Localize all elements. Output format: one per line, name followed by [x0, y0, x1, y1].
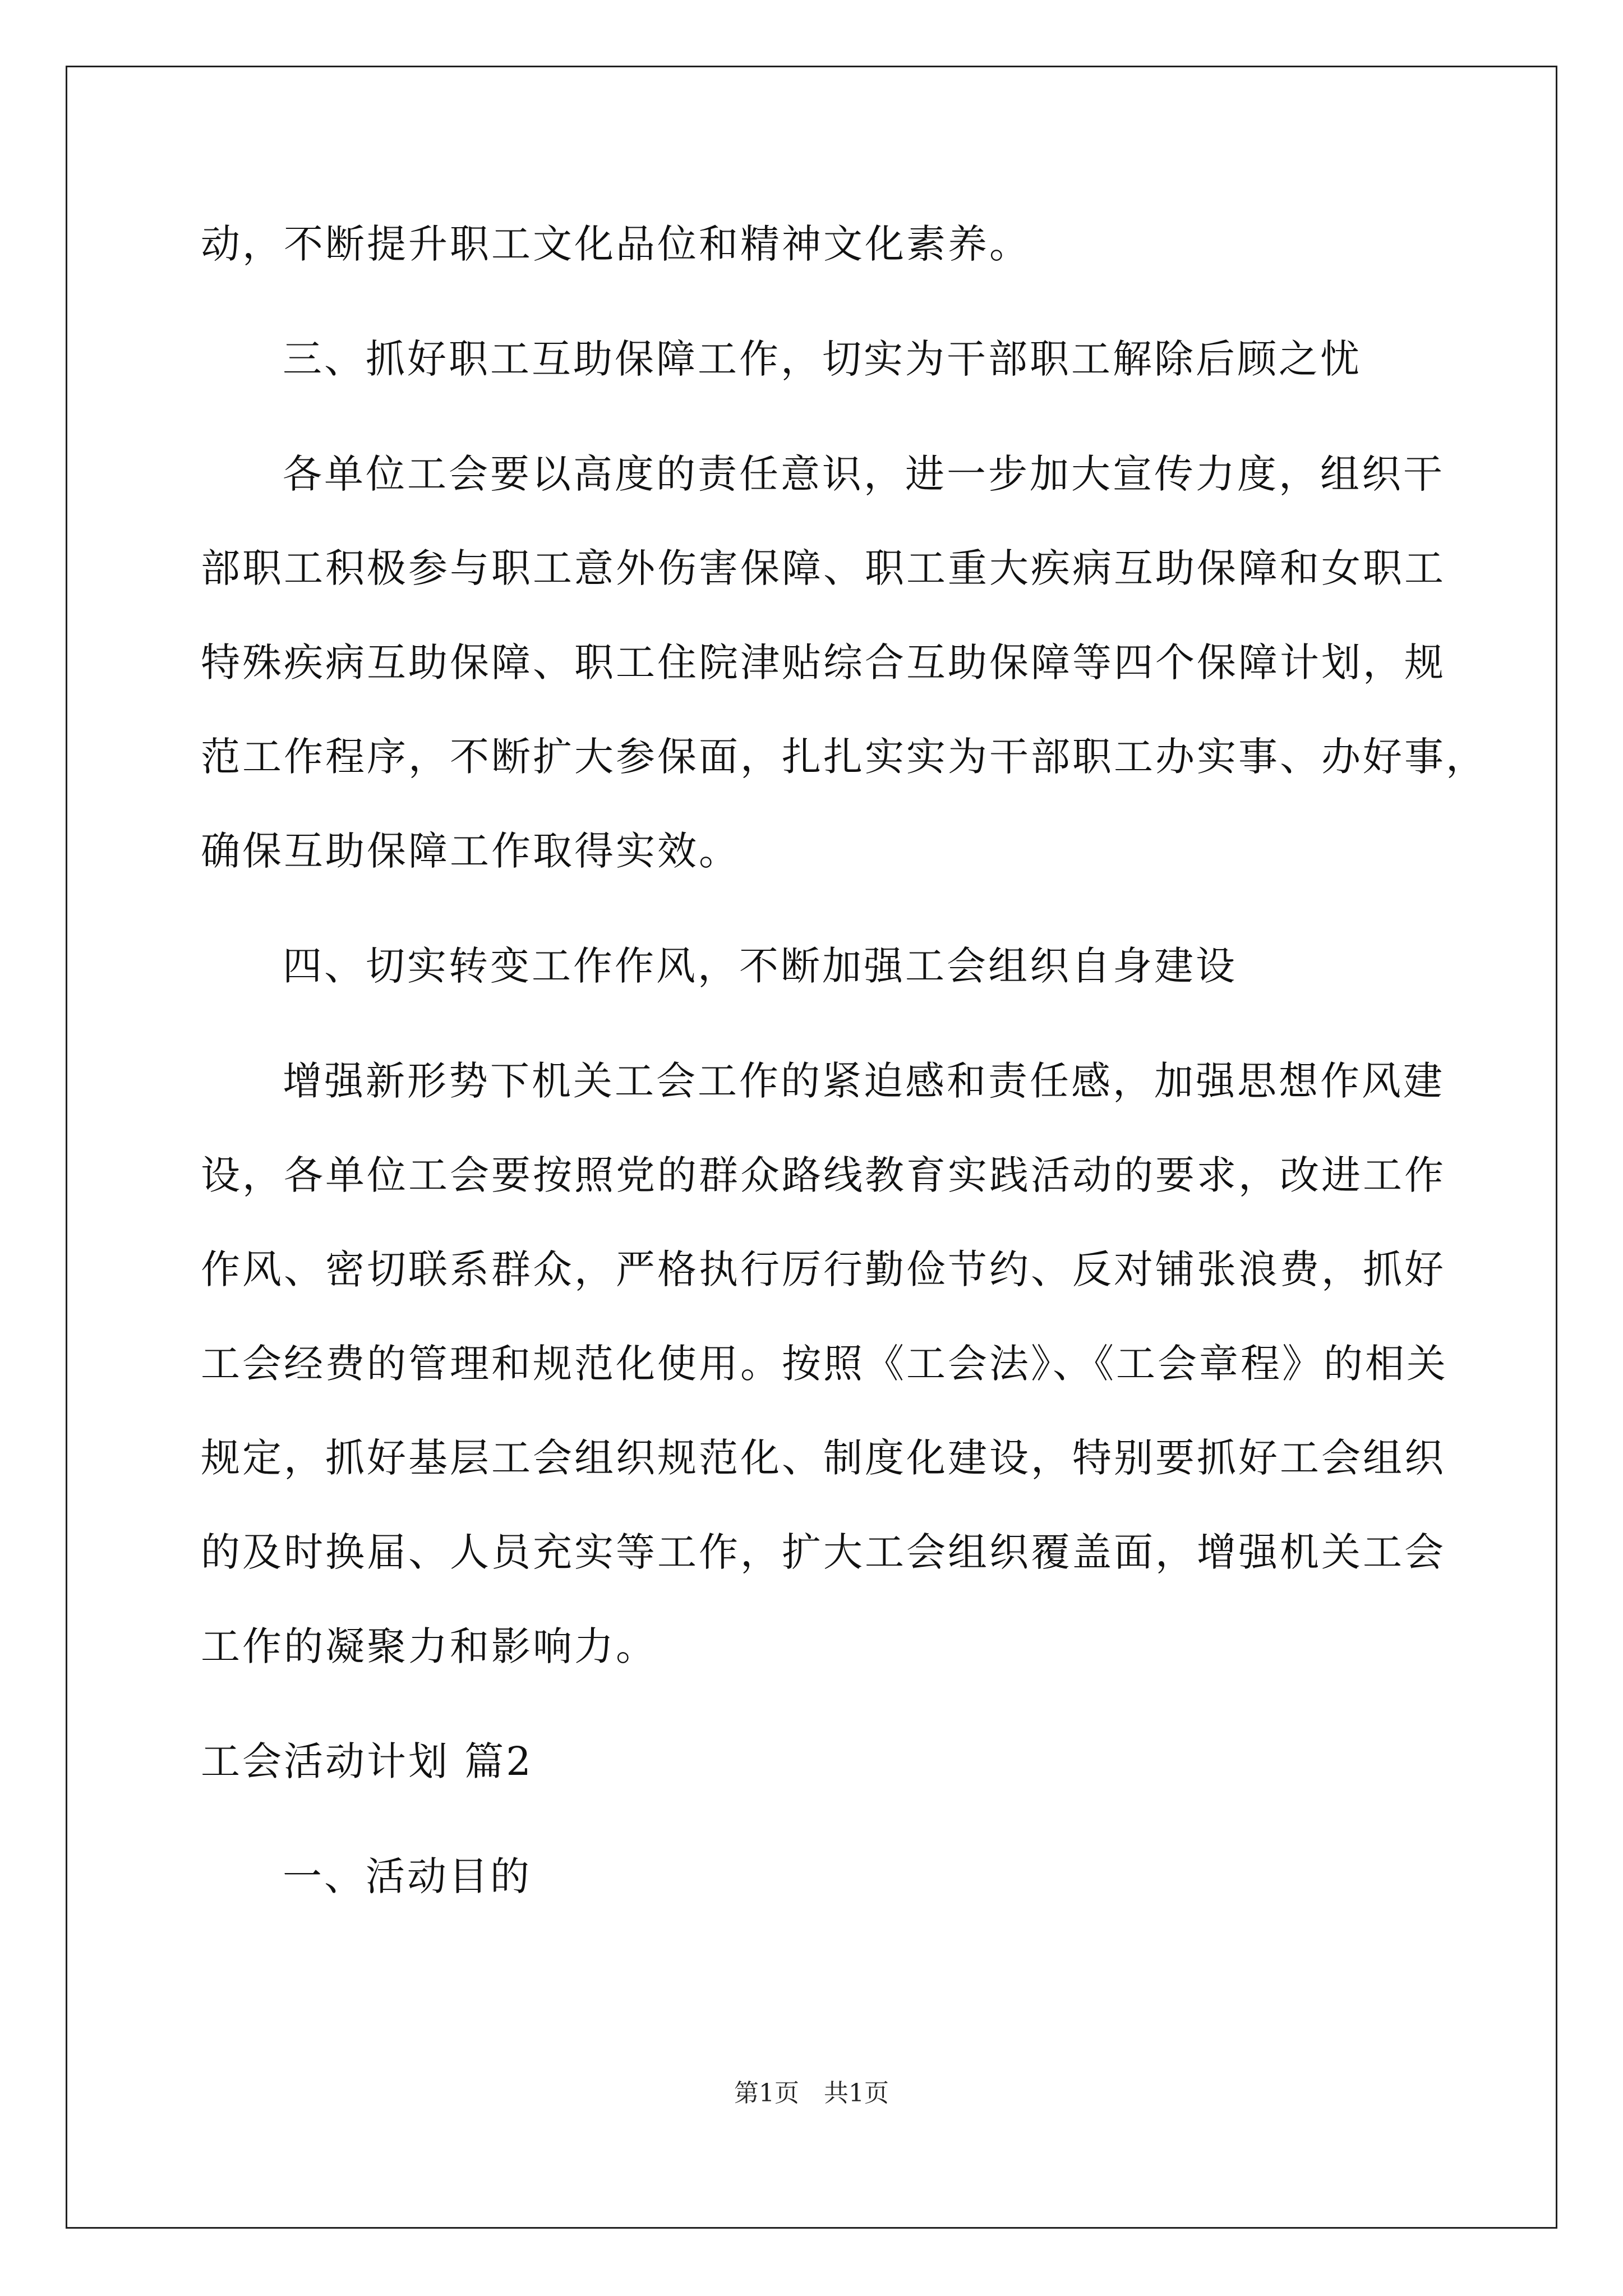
- text-line: 部职工积极参与职工意外伤害保障、职工重大疾病互助保障和女职工: [201, 545, 1446, 591]
- text-line: 工作的凝聚力和影响力。: [201, 1623, 657, 1669]
- section-heading: 四、切实转变工作作风，不断加强工会组织自身建设: [283, 943, 1237, 989]
- section-heading: 一、活动目的: [283, 1853, 532, 1899]
- text-line: 确保互助保障工作取得实效。: [201, 828, 740, 874]
- page-number-footer: 第1页 共1页: [734, 2079, 889, 2108]
- paragraph-line: 增强新形势下机关工会工作的紧迫感和责任感，加强思想作风建: [283, 1058, 1445, 1104]
- document-title: 工会活动计划 篇2: [201, 1738, 533, 1784]
- page-border: [66, 66, 1557, 2229]
- text-line: 设，各单位工会要按照党的群众路线教育实践活动的要求，改进工作: [201, 1152, 1446, 1198]
- text-line: 工会经费的管理和规范化使用。按照《工会法》、《工会章程》的相关: [201, 1341, 1448, 1387]
- section-heading: 三、抓好职工互助保障工作，切实为干部职工解除后顾之忧: [283, 336, 1362, 382]
- text-line: 作风、密切联系群众，严格执行厉行勤俭节约、反对铺张浪费，抓好: [201, 1246, 1446, 1292]
- paragraph-line: 各单位工会要以高度的责任意识，进一步加大宣传力度，组织干: [283, 451, 1445, 497]
- text-line: 动，不断提升职工文化品位和精神文化素养。: [201, 221, 1031, 267]
- text-line: 规定，抓好基层工会组织规范化、制度化建设，特别要抓好工会组织: [201, 1435, 1446, 1481]
- text-line: 范工作程序，不断扩大参保面，扎扎实实为干部职工办实事、办好事，: [201, 734, 1487, 780]
- text-line: 特殊疾病互助保障、职工住院津贴综合互助保障等四个保障计划，规: [201, 639, 1446, 685]
- text-line: 的及时换届、人员充实等工作，扩大工会组织覆盖面，增强机关工会: [201, 1529, 1446, 1575]
